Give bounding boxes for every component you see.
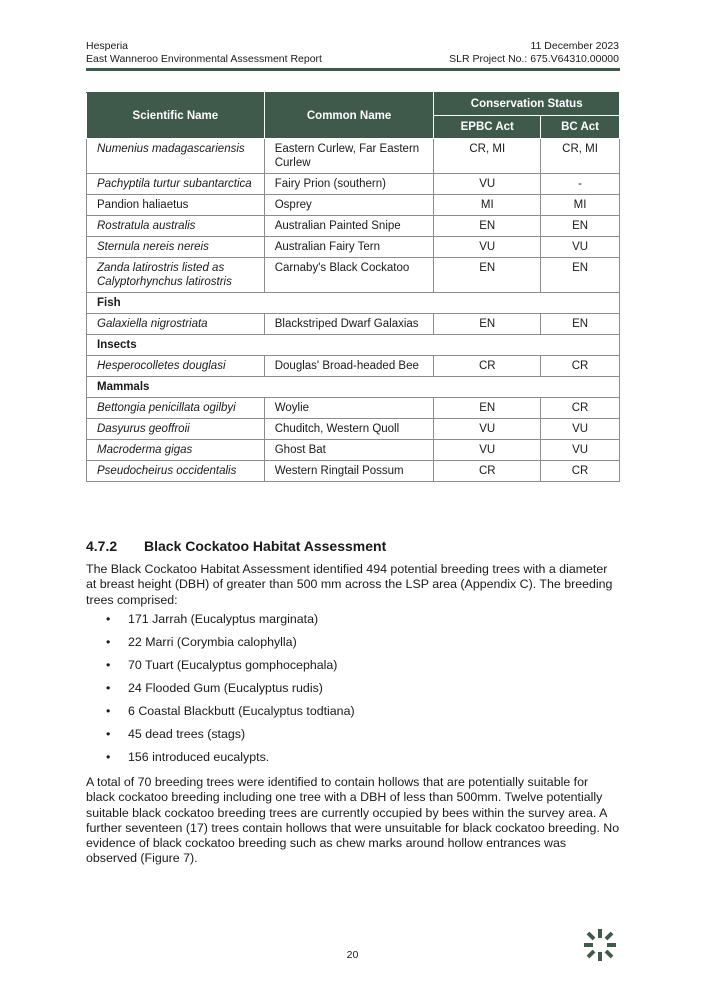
- common-name-cell: Woylie: [264, 398, 434, 419]
- list-item: [86, 704, 620, 727]
- list-item-text: 171 Jarrah (Eucalyptus marginata): [128, 612, 319, 626]
- list-item: [86, 635, 620, 658]
- common-name-cell: Osprey: [264, 195, 434, 216]
- header-rule: [86, 68, 620, 71]
- epbc-status-cell: VU: [434, 174, 541, 195]
- epbc-status-cell: EN: [434, 398, 541, 419]
- scientific-name-cell: Macroderma gigas: [87, 440, 265, 461]
- bullet-icon: •: [106, 750, 111, 764]
- epbc-status-cell: VU: [434, 237, 541, 258]
- epbc-status-cell: CR: [434, 356, 541, 377]
- list-item: [86, 658, 620, 681]
- common-name-cell: Douglas' Broad-headed Bee: [264, 356, 434, 377]
- epbc-status-cell: CR, MI: [434, 139, 541, 174]
- bullet-icon: •: [106, 681, 111, 695]
- bc-status-cell: MI: [541, 195, 620, 216]
- scientific-name-cell: Hesperocolletes douglasi: [87, 356, 265, 377]
- epbc-status-cell: EN: [434, 216, 541, 237]
- common-name-cell: Ghost Bat: [264, 440, 434, 461]
- bc-status-cell: CR: [541, 398, 620, 419]
- table-row: [87, 195, 620, 216]
- col-header-scientific: Scientific Name: [87, 93, 265, 139]
- scientific-name-cell: Bettongia penicillata ogilbyi: [87, 398, 265, 419]
- col-header-epbc: EPBC Act: [434, 116, 541, 139]
- section-number: 4.7.2: [86, 538, 118, 554]
- group-label: Fish: [87, 293, 620, 314]
- bullet-icon: •: [106, 704, 111, 718]
- list-item: [86, 681, 620, 704]
- bc-status-cell: EN: [541, 258, 620, 293]
- header-left: [86, 40, 322, 66]
- common-name-cell: Western Ringtail Possum: [264, 461, 434, 482]
- table-row: [87, 216, 620, 237]
- bc-status-cell: CR, MI: [541, 139, 620, 174]
- table-row: [87, 174, 620, 195]
- epbc-status-cell: CR: [434, 461, 541, 482]
- header-right: [449, 40, 619, 66]
- bc-status-cell: VU: [541, 237, 620, 258]
- slr-logo-icon: [582, 927, 618, 963]
- scientific-name-cell: Zanda latirostris listed as Calyptorhynchus latirostris: [87, 258, 265, 293]
- closing-paragraph: A total of 70 breeding trees were identified to contain hollows that are potentially suitable for black cockatoo breeding including one tree with a DBH of less than 500mm. Twelve potentially suitable black cockatoo breeding trees are currently occupied by bees within the survey area. A further seventeen (17) trees contain hollows that were unsuitable for black cockatoo breeding. No evidence of black cockatoo breeding such as chew marks around hollow entrances was observed (Figure 7).: [86, 775, 620, 866]
- bc-status-cell: CR: [541, 461, 620, 482]
- group-label: Mammals: [87, 377, 620, 398]
- table-group-row: [87, 335, 620, 356]
- header-report-title: East Wanneroo Environmental Assessment Report: [86, 53, 322, 65]
- epbc-status-cell: VU: [434, 419, 541, 440]
- col-header-bc: BC Act: [541, 116, 620, 139]
- list-item: [86, 612, 620, 635]
- bc-status-cell: VU: [541, 419, 620, 440]
- common-name-cell: Fairy Prion (southern): [264, 174, 434, 195]
- scientific-name-cell: Pseudocheirus occidentalis: [87, 461, 265, 482]
- col-header-status: Conservation Status: [434, 93, 620, 116]
- list-item-text: 45 dead trees (stags): [128, 727, 246, 741]
- scientific-name-cell: Dasyurus geoffroii: [87, 419, 265, 440]
- breeding-tree-list: [86, 612, 620, 773]
- common-name-cell: Australian Fairy Tern: [264, 237, 434, 258]
- list-item-text: 70 Tuart (Eucalyptus gomphocephala): [128, 658, 338, 672]
- scientific-name-cell: Pandion haliaetus: [87, 195, 265, 216]
- table-row: [87, 258, 620, 293]
- list-item-text: 24 Flooded Gum (Eucalyptus rudis): [128, 681, 323, 695]
- list-item-text: 6 Coastal Blackbutt (Eucalyptus todtiana): [128, 704, 355, 718]
- table-row: [87, 440, 620, 461]
- page-number: 20: [346, 949, 359, 961]
- epbc-status-cell: VU: [434, 440, 541, 461]
- table-row: [87, 398, 620, 419]
- common-name-cell: Carnaby's Black Cockatoo: [264, 258, 434, 293]
- bullet-icon: •: [106, 612, 111, 626]
- section-title: Black Cockatoo Habitat Assessment: [144, 538, 387, 554]
- bc-status-cell: -: [541, 174, 620, 195]
- header-date: 11 December 2023: [530, 40, 619, 52]
- intro-paragraph: The Black Cockatoo Habitat Assessment identified 494 potential breeding trees with a diameter at breast height (DBH) of greater than 500 mm across the LSP area (Appendix C). The breeding trees comprised:: [86, 562, 613, 607]
- bc-status-cell: CR: [541, 356, 620, 377]
- list-item-text: 22 Marri (Corymbia calophylla): [128, 635, 297, 649]
- epbc-status-cell: EN: [434, 258, 541, 293]
- table-row: [87, 461, 620, 482]
- table-row: [87, 356, 620, 377]
- table-row: [87, 139, 620, 174]
- scientific-name-cell: Galaxiella nigrostriata: [87, 314, 265, 335]
- species-table-body: [87, 139, 620, 482]
- table-group-row: [87, 377, 620, 398]
- header-client: Hesperia: [86, 40, 129, 52]
- table-row: [87, 237, 620, 258]
- bullet-icon: •: [106, 635, 111, 649]
- col-header-common: Common Name: [264, 93, 434, 139]
- bc-status-cell: EN: [541, 216, 620, 237]
- scientific-name-cell: Rostratula australis: [87, 216, 265, 237]
- epbc-status-cell: MI: [434, 195, 541, 216]
- scientific-name-cell: Numenius madagascariensis: [87, 139, 265, 174]
- bc-status-cell: VU: [541, 440, 620, 461]
- scientific-name-cell: Sternula nereis nereis: [87, 237, 265, 258]
- list-item: [86, 750, 620, 773]
- section-heading: [86, 538, 620, 554]
- bc-status-cell: EN: [541, 314, 620, 335]
- species-table: [86, 92, 620, 482]
- epbc-status-cell: EN: [434, 314, 541, 335]
- bullet-icon: •: [106, 727, 111, 741]
- header-project-number: SLR Project No.: 675.V64310.00000: [449, 53, 619, 65]
- common-name-cell: Chuditch, Western Quoll: [264, 419, 434, 440]
- bullet-icon: •: [106, 658, 111, 672]
- list-item: [86, 727, 620, 750]
- common-name-cell: Eastern Curlew, Far Eastern Curlew: [264, 139, 434, 174]
- table-group-row: [87, 293, 620, 314]
- common-name-cell: Australian Painted Snipe: [264, 216, 434, 237]
- scientific-name-cell: Pachyptila turtur subantarctica: [87, 174, 265, 195]
- table-row: [87, 419, 620, 440]
- list-item-text: 156 introduced eucalypts.: [128, 750, 270, 764]
- common-name-cell: Blackstriped Dwarf Galaxias: [264, 314, 434, 335]
- group-label: Insects: [87, 335, 620, 356]
- table-row: [87, 314, 620, 335]
